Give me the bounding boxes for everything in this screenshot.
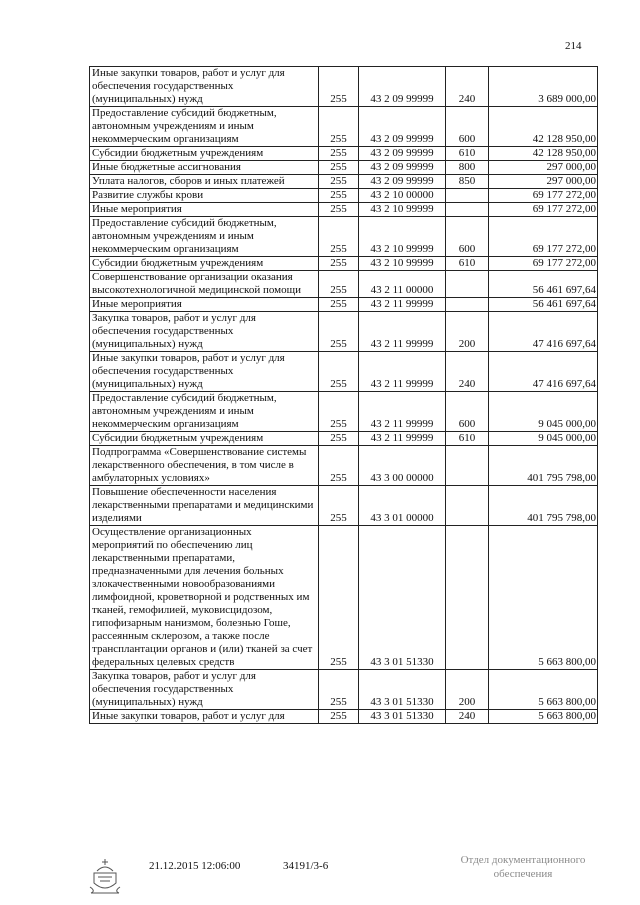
row-sum-cell: 69 177 272,00 [489, 257, 598, 271]
row-ved-cell: 255 [319, 107, 359, 147]
row-name-cell: Предоставление субсидий бюджетным, автономным учреждениям и иным некоммерческим организациям [90, 217, 319, 257]
row-vr-cell: 240 [446, 67, 489, 107]
row-sum-cell: 297 000,00 [489, 161, 598, 175]
row-csr-cell: 43 2 11 99999 [359, 312, 446, 352]
row-csr-cell: 43 3 00 00000 [359, 446, 446, 486]
row-name-cell: Иные бюджетные ассигнования [90, 161, 319, 175]
row-ved-cell: 255 [319, 392, 359, 432]
row-ved-cell: 255 [319, 298, 359, 312]
row-vr-cell [446, 271, 489, 298]
row-sum-cell: 69 177 272,00 [489, 217, 598, 257]
row-vr-cell: 600 [446, 217, 489, 257]
footer-date: 21.12.2015 12:06:00 [149, 860, 241, 872]
coat-of-arms-emblem [88, 857, 122, 895]
table-row [90, 67, 598, 107]
table-row [90, 217, 598, 257]
row-vr-cell: 600 [446, 392, 489, 432]
row-sum-cell: 5 663 800,00 [489, 710, 598, 724]
department-stamp: Отдел документационного обеспечения [460, 854, 586, 880]
table-row [90, 161, 598, 175]
row-ved-cell: 255 [319, 161, 359, 175]
row-ved-cell: 255 [319, 446, 359, 486]
row-sum-cell: 56 461 697,64 [489, 298, 598, 312]
row-ved-cell: 255 [319, 217, 359, 257]
row-csr-cell: 43 2 10 99999 [359, 203, 446, 217]
row-vr-cell: 610 [446, 257, 489, 271]
row-csr-cell: 43 2 10 99999 [359, 257, 446, 271]
table-row [90, 203, 598, 217]
row-name-cell: Иные мероприятия [90, 298, 319, 312]
row-ved-cell: 255 [319, 312, 359, 352]
table-row [90, 446, 598, 486]
row-csr-cell: 43 3 01 51330 [359, 526, 446, 670]
row-name-cell: Субсидии бюджетным учреждениям [90, 147, 319, 161]
row-name-cell: Иные закупки товаров, работ и услуг для обеспечения государственных (муниципальных) нужд [90, 67, 319, 107]
row-csr-cell: 43 2 10 99999 [359, 217, 446, 257]
row-csr-cell: 43 2 11 99999 [359, 432, 446, 446]
row-vr-cell: 200 [446, 312, 489, 352]
row-sum-cell: 47 416 697,64 [489, 352, 598, 392]
budget-table [89, 66, 598, 724]
row-name-cell: Иные мероприятия [90, 203, 319, 217]
row-vr-cell [446, 526, 489, 670]
row-csr-cell: 43 2 11 99999 [359, 352, 446, 392]
row-sum-cell: 401 795 798,00 [489, 446, 598, 486]
row-ved-cell: 255 [319, 670, 359, 710]
row-vr-cell: 240 [446, 710, 489, 724]
table-row [90, 432, 598, 446]
row-sum-cell: 3 689 000,00 [489, 67, 598, 107]
row-vr-cell [446, 446, 489, 486]
row-sum-cell: 69 177 272,00 [489, 189, 598, 203]
row-ved-cell: 255 [319, 526, 359, 670]
row-ved-cell: 255 [319, 189, 359, 203]
row-sum-cell: 297 000,00 [489, 175, 598, 189]
row-vr-cell [446, 203, 489, 217]
row-sum-cell: 42 128 950,00 [489, 147, 598, 161]
table-row [90, 352, 598, 392]
row-vr-cell: 240 [446, 352, 489, 392]
row-csr-cell: 43 2 09 99999 [359, 107, 446, 147]
row-ved-cell: 255 [319, 67, 359, 107]
row-vr-cell [446, 298, 489, 312]
footer-doc-number: 34191/3-6 [283, 860, 329, 872]
row-sum-cell: 42 128 950,00 [489, 107, 598, 147]
table-row [90, 257, 598, 271]
row-csr-cell: 43 3 01 51330 [359, 670, 446, 710]
row-ved-cell: 255 [319, 147, 359, 161]
row-vr-cell: 800 [446, 161, 489, 175]
row-vr-cell [446, 486, 489, 526]
row-vr-cell: 610 [446, 432, 489, 446]
page-number: 214 [565, 40, 582, 52]
row-sum-cell: 9 045 000,00 [489, 432, 598, 446]
row-name-cell: Иные закупки товаров, работ и услуг для [90, 710, 319, 724]
row-ved-cell: 255 [319, 257, 359, 271]
table-row [90, 710, 598, 724]
row-sum-cell: 5 663 800,00 [489, 670, 598, 710]
row-sum-cell: 47 416 697,64 [489, 312, 598, 352]
row-csr-cell: 43 3 01 00000 [359, 486, 446, 526]
row-sum-cell: 56 461 697,64 [489, 271, 598, 298]
table-row [90, 670, 598, 710]
row-csr-cell: 43 3 01 51330 [359, 710, 446, 724]
row-name-cell: Развитие службы крови [90, 189, 319, 203]
row-vr-cell: 200 [446, 670, 489, 710]
row-ved-cell: 255 [319, 710, 359, 724]
row-name-cell: Закупка товаров, работ и услуг для обеспечения государственных (муниципальных) нужд [90, 312, 319, 352]
row-ved-cell: 255 [319, 352, 359, 392]
row-sum-cell: 5 663 800,00 [489, 526, 598, 670]
row-ved-cell: 255 [319, 271, 359, 298]
row-name-cell: Иные закупки товаров, работ и услуг для обеспечения государственных (муниципальных) нужд [90, 352, 319, 392]
table-row [90, 107, 598, 147]
row-csr-cell: 43 2 10 00000 [359, 189, 446, 203]
row-vr-cell [446, 189, 489, 203]
table-row [90, 526, 598, 670]
row-name-cell: Субсидии бюджетным учреждениям [90, 432, 319, 446]
row-csr-cell: 43 2 11 99999 [359, 298, 446, 312]
row-name-cell: Субсидии бюджетным учреждениям [90, 257, 319, 271]
row-ved-cell: 255 [319, 203, 359, 217]
row-name-cell: Повышение обеспеченности населения лекарственными препаратами и медицинскими изделиями [90, 486, 319, 526]
row-sum-cell: 69 177 272,00 [489, 203, 598, 217]
row-name-cell: Закупка товаров, работ и услуг для обеспечения государственных (муниципальных) нужд [90, 670, 319, 710]
row-sum-cell: 401 795 798,00 [489, 486, 598, 526]
table-row [90, 175, 598, 189]
table-row [90, 298, 598, 312]
row-vr-cell: 610 [446, 147, 489, 161]
row-csr-cell: 43 2 11 00000 [359, 271, 446, 298]
table-row [90, 486, 598, 526]
row-csr-cell: 43 2 09 99999 [359, 161, 446, 175]
row-vr-cell: 600 [446, 107, 489, 147]
table-row [90, 189, 598, 203]
row-name-cell: Предоставление субсидий бюджетным, автономным учреждениям и иным некоммерческим организациям [90, 107, 319, 147]
row-ved-cell: 255 [319, 175, 359, 189]
table-row [90, 147, 598, 161]
table-row [90, 271, 598, 298]
row-name-cell: Предоставление субсидий бюджетным, автономным учреждениям и иным некоммерческим организациям [90, 392, 319, 432]
row-name-cell: Уплата налогов, сборов и иных платежей [90, 175, 319, 189]
row-ved-cell: 255 [319, 486, 359, 526]
row-csr-cell: 43 2 09 99999 [359, 175, 446, 189]
row-csr-cell: 43 2 11 99999 [359, 392, 446, 432]
row-name-cell: Подпрограмма «Совершенствование системы лекарственного обеспечения, в том числе в амбулаторных условиях» [90, 446, 319, 486]
row-sum-cell: 9 045 000,00 [489, 392, 598, 432]
row-ved-cell: 255 [319, 432, 359, 446]
row-csr-cell: 43 2 09 99999 [359, 147, 446, 161]
row-name-cell: Осуществление организационных мероприятий по обеспечению лиц лекарственными препаратами, предназначенными для лечения больных злокачественными новообразованиями лимфоидной, кроветворной и родственных им тканей, гемофилией, муковисцидозом, гипофизарным нанизмом, болезнью Гоше, рассеянным склерозом, а также после трансплантации органов и (или) тканей за счет федеральных целевых средств [90, 526, 319, 670]
table-row [90, 392, 598, 432]
row-name-cell: Совершенствование организации оказания высокотехнологичной медицинской помощи [90, 271, 319, 298]
budget-table-body [90, 67, 598, 724]
row-vr-cell: 850 [446, 175, 489, 189]
row-csr-cell: 43 2 09 99999 [359, 67, 446, 107]
table-row [90, 312, 598, 352]
